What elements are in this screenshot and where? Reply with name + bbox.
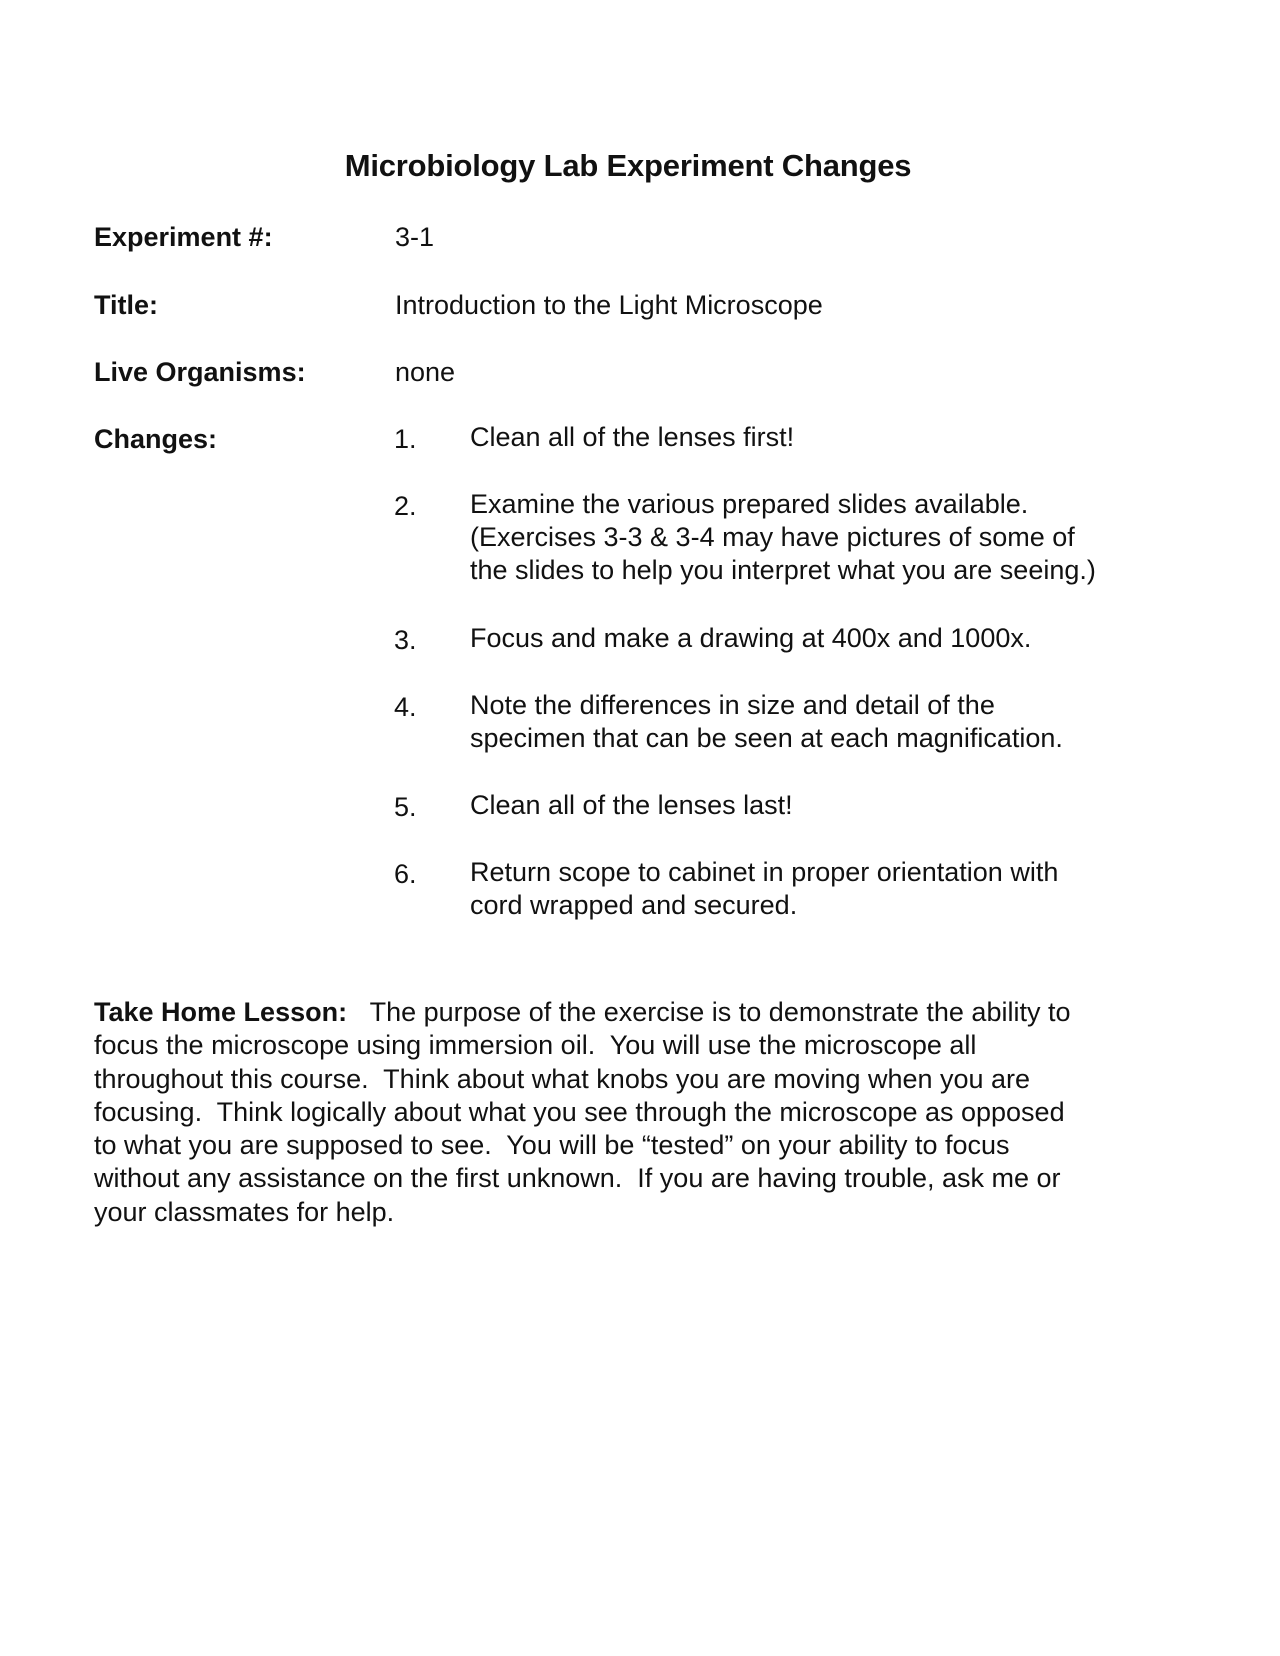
change-item: [470, 856, 1170, 922]
change-line: Return scope to cabinet in proper orientation with: [470, 857, 1059, 887]
lesson-line: focus the microscope using immersion oil. You will use the microscope all: [94, 1030, 977, 1061]
experiment-label: Experiment #:: [94, 222, 273, 252]
change-item: [470, 488, 1170, 587]
change-line: the slides to help you interpret what you are seeing.): [470, 555, 1096, 585]
title-value: Introduction to the Light Microscope: [395, 290, 823, 320]
change-number: 3.: [394, 625, 417, 655]
lesson-text: The purpose of the exercise is to demonstrate the ability to: [369, 997, 1071, 1027]
change-line: Clean all of the lenses last!: [470, 790, 793, 820]
lesson-line: to what you are supposed to see. You will be “tested” on your ability to focus: [94, 1130, 1010, 1161]
lesson-line: without any assistance on the first unknown. If you are having trouble, ask me or: [94, 1163, 1061, 1194]
lesson-first-line: [94, 996, 1184, 1029]
change-line: Note the differences in size and detail of the: [470, 690, 995, 720]
live-organisms-label: Live Organisms:: [94, 357, 306, 387]
change-number: 1.: [394, 424, 417, 454]
change-item: [470, 689, 1170, 755]
change-line: cord wrapped and secured.: [470, 890, 798, 920]
change-number: 6.: [394, 859, 417, 889]
change-number: 5.: [394, 792, 417, 822]
title-label: Title:: [94, 290, 159, 320]
change-item: [470, 789, 1170, 822]
lesson-line: throughout this course. Think about what knobs you are moving when you are: [94, 1063, 1031, 1094]
change-line: Focus and make a drawing at 400x and 1000x.: [470, 623, 1032, 653]
lesson-label: Take Home Lesson:: [94, 997, 348, 1027]
change-item: [470, 622, 1170, 655]
take-home-lesson: [94, 996, 1184, 1229]
change-line: Clean all of the lenses first!: [470, 422, 795, 452]
change-number: 2.: [394, 491, 417, 521]
change-line: specimen that can be seen at each magnification.: [470, 723, 1063, 753]
live-organisms-value: none: [395, 357, 456, 387]
lesson-line: your classmates for help.: [94, 1196, 395, 1227]
change-number: 4.: [394, 692, 417, 722]
lesson-line: focusing. Think logically about what you see through the microscope as opposed: [94, 1096, 1065, 1127]
changes-label: Changes:: [94, 424, 218, 454]
experiment-value: 3-1: [395, 222, 435, 252]
change-line: (Exercises 3-3 & 3-4 may have pictures of some of: [470, 522, 1075, 552]
page-title: Microbiology Lab Experiment Changes: [344, 148, 912, 183]
change-line: Examine the various prepared slides available.: [470, 489, 1029, 519]
change-item: [470, 421, 1170, 454]
